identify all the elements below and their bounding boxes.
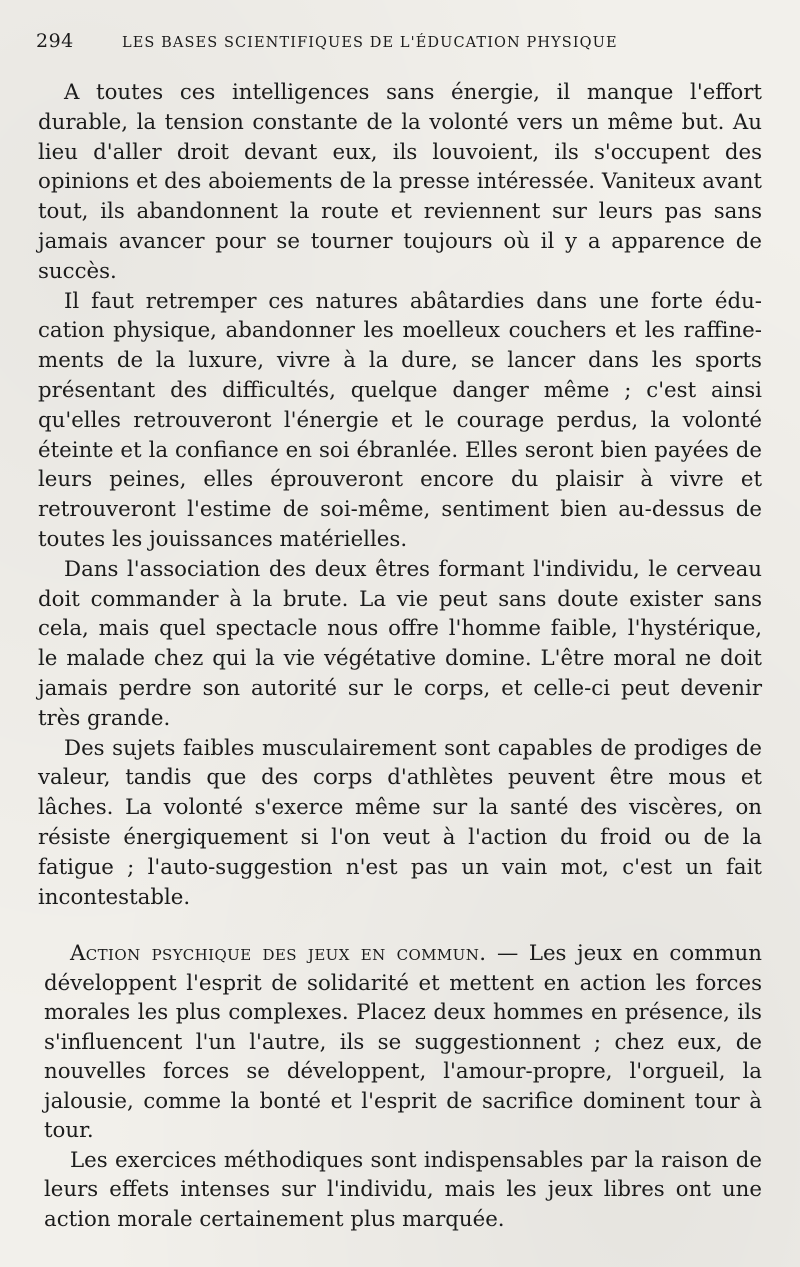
running-title: LES BASES SCIENTIFIQUES DE L'ÉDUCATION PHYSIQUE [122, 35, 618, 51]
page-number: 294 [36, 30, 74, 52]
paragraph-3: Dans l'association des deux êtres formant l'individu, le cerveau doit commander à la brute. La vie peut sans doute exister sans cela, mais quel spectacle nous offre l'homme faible, l'hystérique, le malade chez qui la vie végétative domine. L'être moral ne doit jamais perdre son autorité sur le corps, et celle-ci peut devenir très grande. [38, 556, 762, 731]
section-paragraph-1 [44, 939, 762, 1146]
paragraph-1: A toutes ces intelligences sans énergie, il manque l'effort durable, la tension constante de la volonté vers un même but. Au lieu d'aller droit devant eux, ils louvoient, ils s'occupent des opinions et des aboiements de la presse intéressée. Vaniteux avant tout, ils abandonnent la route et reviennent sur leurs pas sans jamais avancer pour se tourner toujours où il y a apparence de succès. [38, 80, 762, 284]
page-header [36, 30, 736, 60]
section-action-psychique [44, 939, 762, 1234]
section-heading: Action psychique des jeux en commun. [70, 941, 487, 966]
paragraph-2: Il faut retremper ces natures abâtardies dans une forte éducation physique, abandonner les moelleux couchers et les raffinements de la luxure, vivre à la dure, se lancer dans les sports présentant des difficultés, quelque danger même ; c'est ainsi qu'elles retrouveront l'énergie et le courage perdus, la volonté éteinte et la confiance en soi ébranlée. Elles seront bien payées de leurs peines, elles éprouveront encore du plaisir à vivre et retrouveront l'estime de soi-même, sentiment bien au-dessus de toutes les jouissances matérielles. [38, 288, 762, 552]
section-paragraph-2: Les exercices méthodiques sont indispensables par la raison de leurs effets intenses sur l'individu, mais les jeux libres ont une action morale certainement plus marquée. [44, 1147, 762, 1232]
main-text [38, 78, 762, 912]
paragraph-4: Des sujets faibles musculairement sont capables de prodiges de valeur, tandis que des corps d'athlètes peuvent être mous et lâches. La volonté s'exerce même sur la santé des viscères, on résiste énergiquement si l'on veut à l'action du froid ou de la fatigue ; l'auto-suggestion n'est pas un vain mot, c'est un fait incontestable. [38, 735, 762, 910]
section-paragraph-1-text: — Les jeux en commun développent l'esprit de solidarité et mettent en action les forces morales les plus complexes. Placez deux hommes en présence, ils s'influencent l'un l'autre, ils se suggestionnent ; chez eux, de nouvelles forces se développent, l'amour-propre, l'orgueil, la jalousie, comme la bonté et l'esprit de sacrifice dominent tour à tour. [44, 941, 762, 1143]
